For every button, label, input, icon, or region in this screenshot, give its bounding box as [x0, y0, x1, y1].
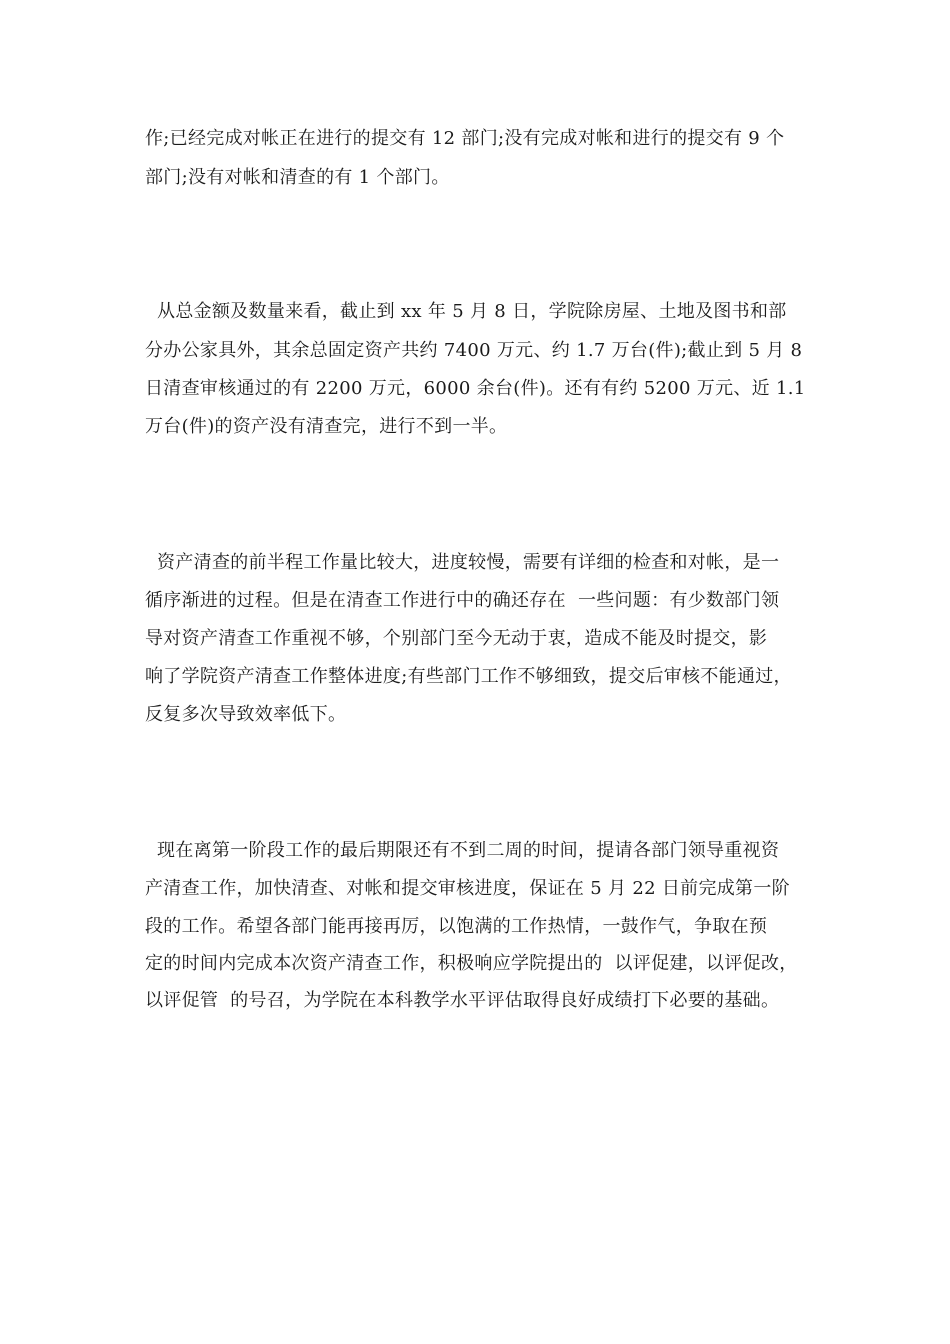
text-line: 日清查审核通过的有 2200 万元，6000 余台(件)。还有有约 5200 万元、近 1.1 [145, 378, 806, 399]
text-line: 反复多次导致效率低下。 [145, 704, 347, 725]
text-line: 定的时间内完成本次资产清查工作，积极响应学院提出的 以评促建，以评促改， [145, 953, 798, 974]
text-line: 现在离第一阶段工作的最后期限还有不到二周的时间，提请各部门领导重视资 [145, 840, 780, 861]
text-line: 导对资产清查工作重视不够，个别部门至今无动于衷，造成不能及时提交，影 [145, 628, 768, 649]
text-line: 响了学院资产清查工作整体进度;有些部门工作不够细致，提交后审核不能通过， [145, 666, 792, 687]
text-line: 分办公家具外，其余总固定资产共约 7400 万元、约 1.7 万台(件);截止到 5 月 8 [145, 340, 803, 361]
text-line: 从总金额及数量来看，截止到 xx 年 5 月 8 日，学院除房屋、土地及图书和部 [145, 301, 787, 322]
text-line: 以评促管 的号召，为学院在本科教学水平评估取得良好成绩打下必要的基础。 [145, 990, 780, 1011]
text-line: 作;已经完成对帐正在进行的提交有 12 部门;没有完成对帐和进行的提交有 9 个 [145, 128, 785, 149]
text-line: 资产清查的前半程工作量比较大，进度较慢，需要有详细的检查和对帐，是一 [145, 552, 780, 573]
text-line: 段的工作。希望各部门能再接再厉，以饱满的工作热情，一鼓作气，争取在预 [145, 916, 768, 937]
text-line: 产清查工作，加快清查、对帐和提交审核进度，保证在 5 月 22 日前完成第一阶 [145, 878, 790, 899]
text-line: 部门;没有对帐和清查的有 1 个部门。 [145, 167, 450, 188]
text-line: 万台(件)的资产没有清查完，进行不到一半。 [145, 416, 508, 437]
text-line: 循序渐进的过程。但是在清查工作进行中的确还存在 一些问题：有少数部门领 [145, 590, 780, 611]
